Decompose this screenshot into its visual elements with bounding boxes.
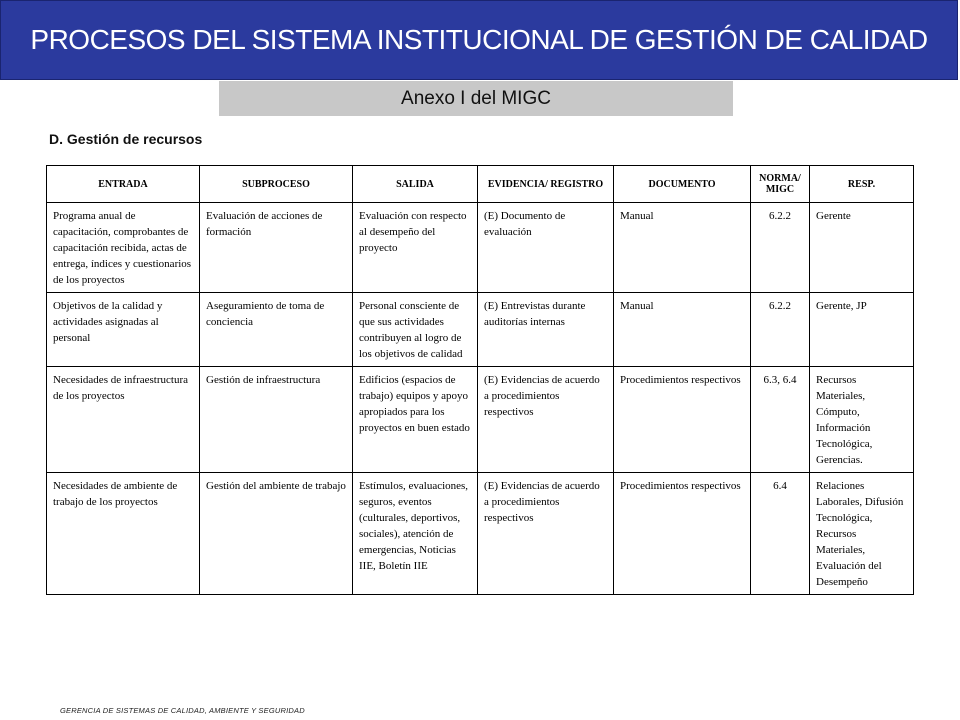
cell-entrada: Objetivos de la calidad y actividades asignadas al personal [47, 293, 200, 367]
cell-norma: 6.3, 6.4 [751, 367, 810, 473]
page-title: PROCESOS DEL SISTEMA INSTITUCIONAL DE GESTIÓN DE CALIDAD [30, 24, 928, 55]
cell-documento: Manual [614, 293, 751, 367]
header-resp: RESP. [810, 166, 914, 203]
cell-norma: 6.2.2 [751, 293, 810, 367]
cell-resp: Gerente [810, 203, 914, 293]
table-row [47, 473, 914, 595]
header-evidencia: EVIDENCIA/ REGISTRO [478, 166, 614, 203]
cell-evidencia: (E) Evidencias de acuerdo a procedimientos respectivos [478, 473, 614, 595]
cell-evidencia: (E) Entrevistas durante auditorías internas [478, 293, 614, 367]
table-row [47, 367, 914, 473]
header-entrada: ENTRADA [47, 166, 200, 203]
cell-norma: 6.2.2 [751, 203, 810, 293]
footer-text: GERENCIA DE SISTEMAS DE CALIDAD, AMBIENTE Y SEGURIDAD [60, 706, 305, 715]
cell-entrada: Programa anual de capacitación, comprobantes de capacitación recibida, actas de entrega, índices y cuestionarios de los proyectos [47, 203, 200, 293]
header-norma: NORMA/ MIGC [751, 166, 810, 203]
process-table [46, 165, 914, 595]
cell-documento: Procedimientos respectivos [614, 473, 751, 595]
title-banner [0, 0, 958, 80]
table-header-row [47, 166, 914, 203]
cell-subproceso: Aseguramiento de toma de conciencia [200, 293, 353, 367]
cell-subproceso: Gestión de infraestructura [200, 367, 353, 473]
cell-documento: Manual [614, 203, 751, 293]
cell-norma: 6.4 [751, 473, 810, 595]
cell-subproceso: Gestión del ambiente de trabajo [200, 473, 353, 595]
header-salida: SALIDA [353, 166, 478, 203]
cell-salida: Personal consciente de que sus actividades contribuyen al logro de los objetivos de calidad [353, 293, 478, 367]
cell-entrada: Necesidades de ambiente de trabajo de los proyectos [47, 473, 200, 595]
cell-documento: Procedimientos respectivos [614, 367, 751, 473]
header-documento: DOCUMENTO [614, 166, 751, 203]
cell-resp: Gerente, JP [810, 293, 914, 367]
cell-salida: Estímulos, evaluaciones, seguros, eventos (culturales, deportivos, sociales), atención de emergencias, Noticias IIE, Boletín IIE [353, 473, 478, 595]
cell-salida: Edificios (espacios de trabajo) equipos y apoyo apropiados para los proyectos en buen estado [353, 367, 478, 473]
cell-entrada: Necesidades de infraestructura de los proyectos [47, 367, 200, 473]
table-row [47, 293, 914, 367]
annex-label: Anexo I del MIGC [219, 81, 733, 116]
cell-subproceso: Evaluación de acciones de formación [200, 203, 353, 293]
table-row [47, 203, 914, 293]
cell-resp: Relaciones Laborales, Difusión Tecnológica, Recursos Materiales, Evaluación del Desempeño [810, 473, 914, 595]
section-heading: D. Gestión de recursos [49, 131, 203, 147]
cell-resp: Recursos Materiales, Cómputo, Información Tecnológica, Gerencias. [810, 367, 914, 473]
cell-evidencia: (E) Evidencias de acuerdo a procedimientos respectivos [478, 367, 614, 473]
cell-salida: Evaluación con respecto al desempeño del proyecto [353, 203, 478, 293]
cell-evidencia: (E) Documento de evaluación [478, 203, 614, 293]
header-subproceso: SUBPROCESO [200, 166, 353, 203]
